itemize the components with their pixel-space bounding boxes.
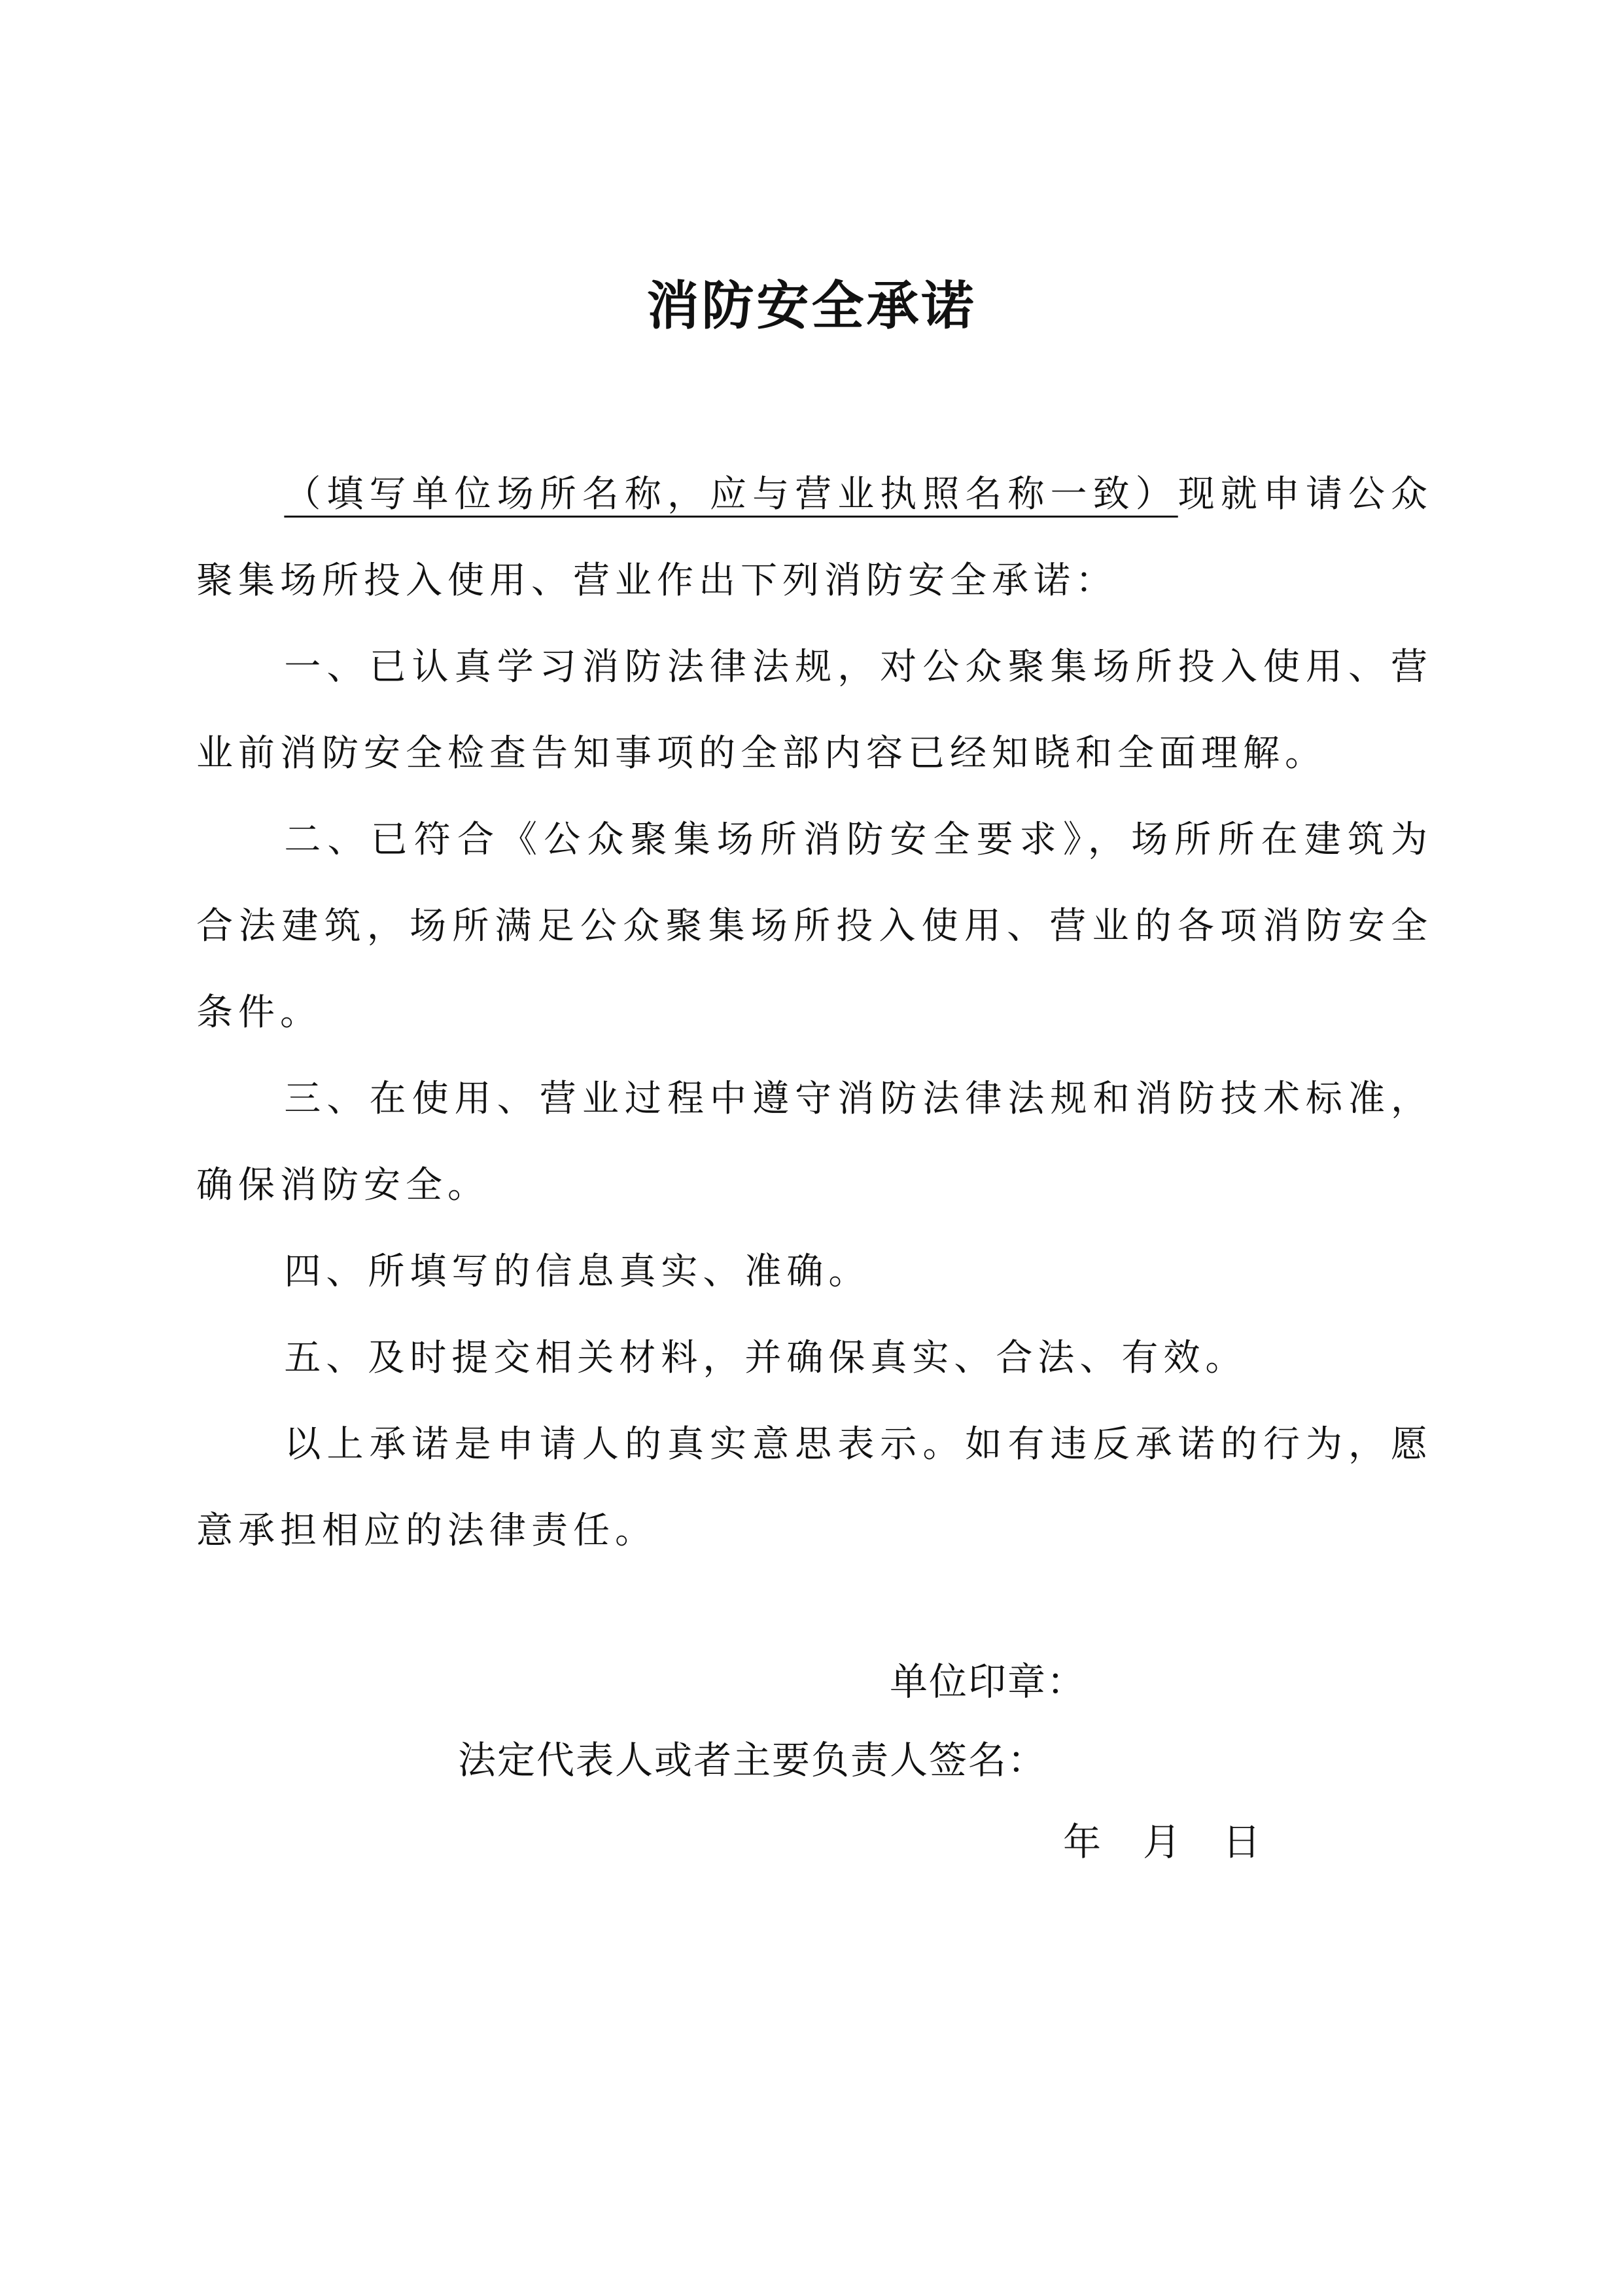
date-month-label: 月 bbox=[1143, 1820, 1183, 1864]
closing-paragraph: 以上承诺是申请人的真实意思表示。如有违反承诺的行为，愿意承担相应的法律责任。 bbox=[196, 1423, 1433, 1552]
commitment-item-1: 一、已认真学习消防法律法规，对公众聚集场所投入使用、营业前消防安全检查告知事项的全部内容已经知晓和全面理解。 bbox=[196, 646, 1433, 775]
document-body bbox=[196, 451, 1433, 1574]
intro-paragraph bbox=[196, 451, 1433, 624]
intro-text: 现就申请公众聚集场所投入使用、营业作出下列消防安全承诺： bbox=[196, 473, 1433, 602]
date-year-label: 年 bbox=[1063, 1820, 1103, 1864]
commitment-item-5: 五、及时提交相关材料，并确保真实、合法、有效。 bbox=[284, 1337, 1248, 1379]
unit-name-blank: （填写单位场所名称，应与营业执照名称一致） bbox=[284, 473, 1178, 516]
commitment-item-3: 三、在使用、营业过程中遵守消防法律法规和消防技术标准，确保消防安全。 bbox=[196, 1078, 1433, 1207]
legal-rep-signature-label: 法定代表人或者主要负责人签名： bbox=[458, 1738, 1047, 1782]
unit-seal-label: 单位印章： bbox=[890, 1659, 1087, 1704]
commitment-item-2: 二、已符合《公众聚集场所消防安全要求》，场所所在建筑为合法建筑，场所满足公众聚集场所投入使用、营业的各项消防安全条件。 bbox=[196, 819, 1433, 1034]
date-day-label: 日 bbox=[1223, 1820, 1263, 1864]
signature-date bbox=[1063, 1816, 1262, 1868]
document-title: 消防安全承诺 bbox=[646, 275, 977, 336]
commitment-item-4: 四、所填写的信息真实、准确。 bbox=[284, 1250, 871, 1293]
